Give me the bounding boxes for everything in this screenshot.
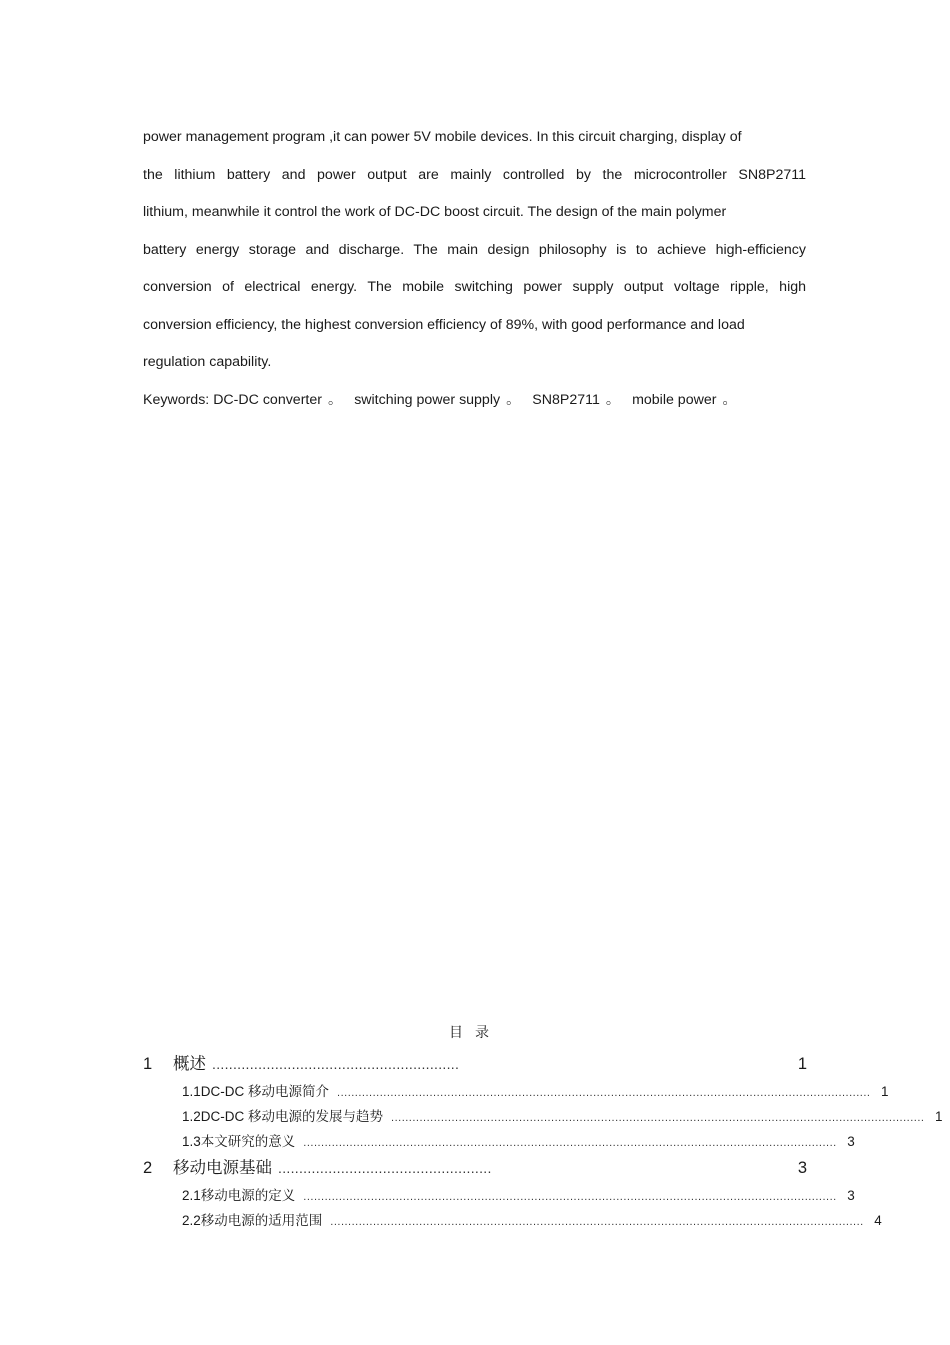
keyword-separator: 。 <box>605 392 621 408</box>
toc-entry-page: 4 <box>874 1213 882 1228</box>
toc-entry-number: 1.1 <box>182 1084 201 1099</box>
abstract-line: regulation capability. <box>143 354 272 370</box>
toc-leader-dots: ...................................................................................................................................................... <box>330 1216 864 1228</box>
toc-entry-page: 3 <box>847 1134 855 1149</box>
toc-entry-page: 3 <box>847 1188 855 1203</box>
toc-entry-page: 1 <box>797 1055 807 1073</box>
toc-entry-label: 移动电源的定义 <box>200 1188 296 1203</box>
toc-entry-number: 2 <box>143 1159 153 1177</box>
toc-entry-label: 本文研究的意义 <box>200 1134 296 1149</box>
toc-leader-dots: ........................................................... <box>212 1056 460 1072</box>
toc-entry-2[interactable] <box>143 1154 807 1183</box>
toc-leader-dots: ...................................................................................................................................................... <box>391 1112 925 1124</box>
toc-entry-1-1[interactable] <box>143 1079 889 1104</box>
toc-entry-page: 1 <box>934 1109 943 1124</box>
keyword-separator: 。 <box>722 392 737 408</box>
keyword-item: switching power supply <box>354 392 501 408</box>
abstract-line: conversion efficiency, the highest conversion efficiency of 89%, with good performance and load <box>143 316 745 333</box>
keyword-item: SN8P2711 <box>532 392 600 408</box>
toc-entry-2-2[interactable] <box>143 1208 882 1233</box>
abstract-line: lithium, meanwhile it control the work of DC-DC boost circuit. The design of the main polymer <box>143 204 727 220</box>
toc-leader-dots: ...................................................................................................................................................... <box>337 1087 871 1099</box>
toc-entry-label: DC-DC 移动电源的发展与趋势 <box>200 1109 384 1124</box>
toc-leader-dots: ................................................... <box>278 1160 492 1176</box>
toc-leader-dots: ...................................................................................................................................................... <box>303 1137 837 1149</box>
toc-entry-page: 1 <box>880 1084 889 1099</box>
abstract-line: battery energy storage and discharge. The main design philosophy is to achieve high-efficiency <box>143 241 806 258</box>
toc-entry-number: 2.2 <box>182 1213 201 1228</box>
abstract-line: the lithium battery and power output are mainly controlled by the microcontroller SN8P2711 <box>143 166 806 183</box>
toc-entry-1[interactable] <box>143 1050 807 1079</box>
toc-entry-number: 2.1 <box>182 1188 201 1203</box>
keywords-line <box>143 387 749 413</box>
keyword-separator: 。 <box>327 392 343 408</box>
toc-entry-label: DC-DC 移动电源简介 <box>200 1084 330 1099</box>
toc-entry-1-2[interactable] <box>143 1104 943 1129</box>
abstract-paragraph <box>143 124 806 387</box>
abstract-line: conversion of electrical energy. The mobile switching power supply output voltage ripple, high <box>143 279 806 295</box>
toc-entry-label: 概述 <box>173 1055 206 1073</box>
toc-entry-label: 移动电源基础 <box>173 1159 272 1177</box>
abstract-line: power management program ,it can power 5V mobile devices. In this circuit charging, display of <box>143 129 742 145</box>
toc-title: 目录 <box>449 1025 501 1041</box>
toc-entry-number: 1.2 <box>182 1109 201 1124</box>
toc-entry-number: 1 <box>143 1055 153 1073</box>
toc-entry-page: 3 <box>797 1159 807 1177</box>
keywords-prefix: Keywords: <box>143 392 214 408</box>
toc-entry-1-3[interactable] <box>143 1129 855 1154</box>
keyword-separator: 。 <box>506 392 521 408</box>
toc-entry-number: 1.3 <box>182 1134 201 1149</box>
toc-entry-2-1[interactable] <box>143 1183 855 1208</box>
table-of-contents <box>143 1050 943 1233</box>
toc-entry-label: 移动电源的适用范围 <box>200 1213 323 1228</box>
toc-leader-dots: ...................................................................................................................................................... <box>303 1191 837 1203</box>
keyword-item: DC-DC converter <box>213 392 322 408</box>
keyword-item: mobile power <box>632 392 717 408</box>
